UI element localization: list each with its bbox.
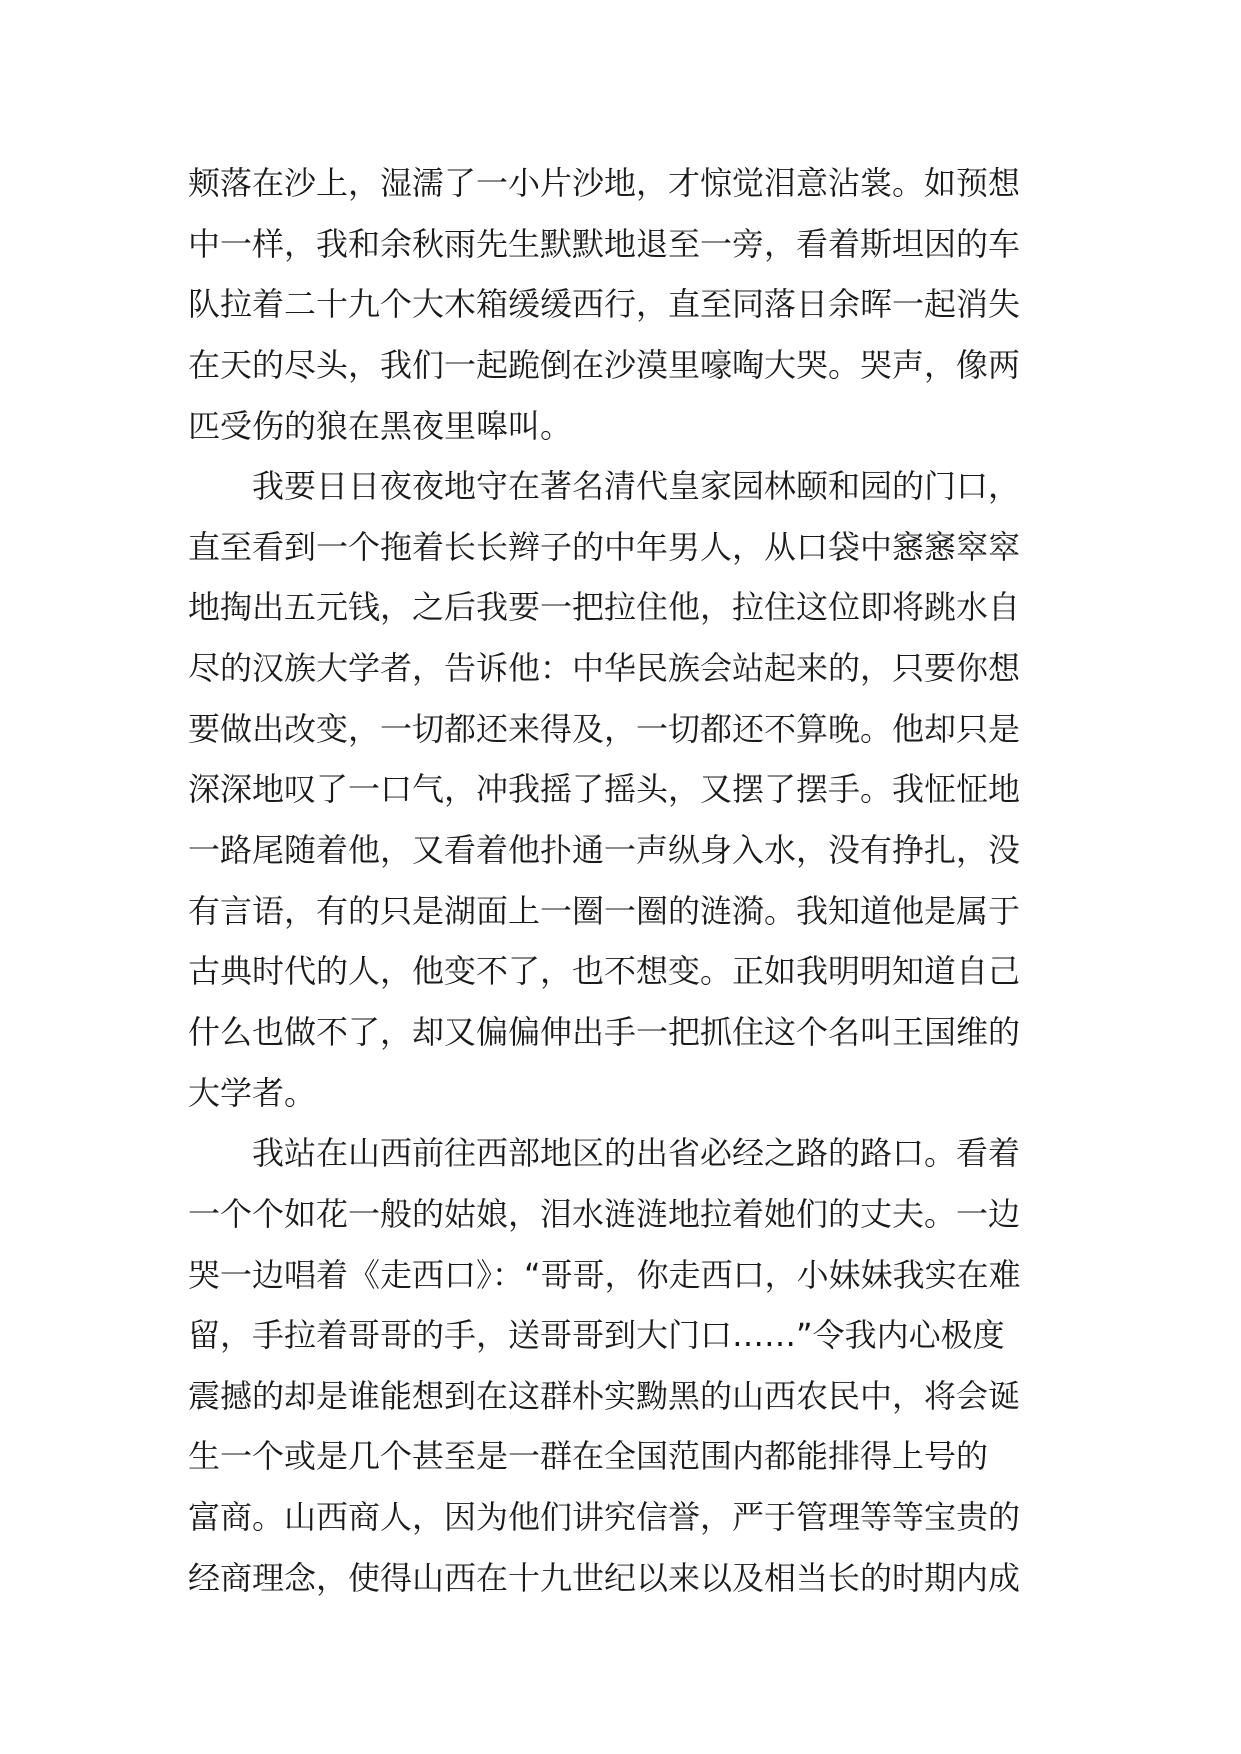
text-line: 震撼的却是谁能想到在这群朴实黝黑的山西农民中，将会诞 [188, 1376, 1021, 1415]
text-line: 地掏出五元钱，之后我要一把拉住他，拉住这位即将跳水自 [188, 588, 1021, 627]
text-line: 深深地叹了一口气，冲我摇了摇头，又摆了摆手。我怔怔地 [188, 770, 1021, 809]
text-line: 直至看到一个拖着长长辫子的中年男人，从口袋中窸窸窣窣 [188, 527, 1021, 566]
text-line: 有言语，有的只是湖面上一圈一圈的涟漪。我知道他是属于 [188, 891, 1021, 930]
text-line: 在天的尽头，我们一起跪倒在沙漠里嚎啕大哭。哭声，像两 [188, 345, 1021, 384]
text-line: 大学者。 [188, 1073, 317, 1112]
text-line: 什么也做不了，却又偏偏伸出手一把抓住这个名叫王国维的 [188, 1012, 1021, 1051]
text-line: 留，手拉着哥哥的手，送哥哥到大门口……”令我内心极度 [188, 1316, 1005, 1355]
text-line: 中一样，我和余秋雨先生默默地退至一旁，看着斯坦因的车 [188, 224, 1021, 263]
text-line: 队拉着二十九个大木箱缓缓西行，直至同落日余晖一起消失 [188, 285, 1021, 324]
text-line: 要做出改变，一切都还来得及，一切都还不算晚。他却只是 [188, 709, 1021, 748]
text-line: 哭一边唱着《走西口》：“哥哥，你走西口，小妹妹我实在难 [188, 1255, 1021, 1294]
text-line: 一路尾随着他，又看着他扑通一声纵身入水，没有挣扎，没 [188, 831, 1021, 870]
text-line: 生一个或是几个甚至是一群在全国范围内都能排得上号的 [188, 1437, 989, 1476]
text-line: 一个个如花一般的姑娘，泪水涟涟地拉着她们的丈夫。一边 [188, 1194, 1021, 1233]
text-line: 颊落在沙上，湿濡了一小片沙地，才惊觉泪意沾裳。如预想 [188, 164, 1021, 202]
paragraph-start-line: 我站在山西前往西部地区的出省必经之路的路口。看着 [252, 1134, 1021, 1173]
text-line: 经商理念，使得山西在十九世纪以来以及相当长的时期内成 [188, 1558, 1021, 1597]
body-text [188, 153, 1058, 1608]
text-line: 尽的汉族大学者，告诉他：中华民族会站起来的，只要你想 [188, 649, 1021, 688]
text-line: 匹受伤的狼在黑夜里嗥叫。 [188, 406, 573, 445]
paragraph-start-line: 我要日日夜夜地守在著名清代皇家园林颐和园的门口， [252, 467, 1021, 506]
text-line: 富商。山西商人，因为他们讲究信誉，严于管理等等宝贵的 [188, 1498, 1021, 1537]
text-line: 古典时代的人，他变不了，也不想变。正如我明明知道自己 [188, 952, 1021, 991]
